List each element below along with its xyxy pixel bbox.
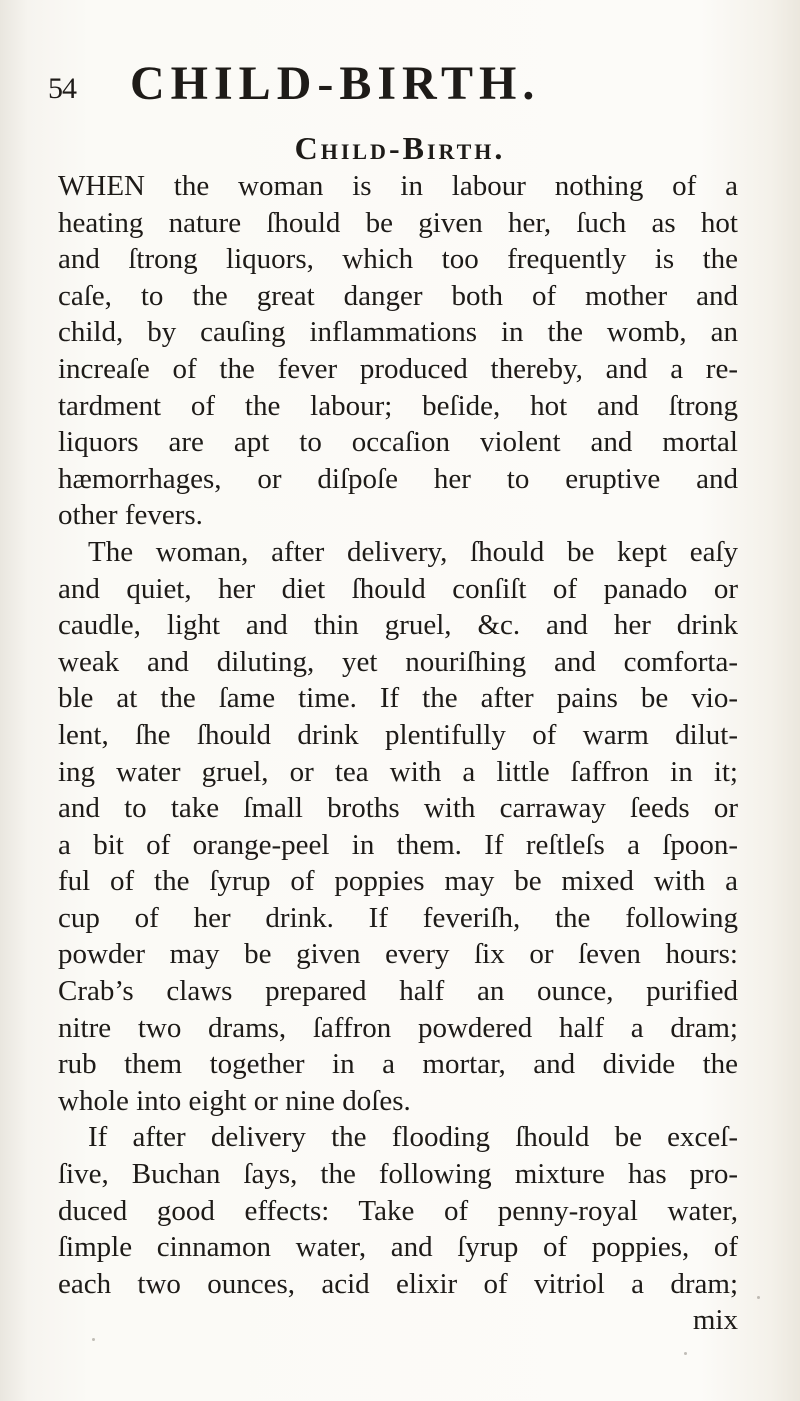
text-line: and ſtrong liquors, which too frequently is the xyxy=(58,243,738,276)
running-head xyxy=(0,52,800,112)
catchword: mix xyxy=(692,1304,738,1337)
text-line: caſe, to the great danger both of mother and xyxy=(58,279,738,312)
text-line: ſive, Buchan ſays, the following mixture has pro- xyxy=(58,1158,738,1191)
text-line: liquors are apt to occaſion violent and mortal xyxy=(58,426,738,459)
paper-speck xyxy=(757,1296,760,1299)
text-line: cup of her drink. If feveriſh, the following xyxy=(58,901,738,934)
page-number: 54 xyxy=(48,72,76,105)
text-line: duced good effects: Take of penny-royal water, xyxy=(58,1194,738,1227)
text-line: WHEN the woman is in labour nothing of a xyxy=(58,170,738,202)
text-line: whole into eight or nine doſes. xyxy=(58,1084,411,1117)
paper-speck xyxy=(684,1352,687,1355)
text-line: ing water gruel, or tea with a little ſaffron in it; xyxy=(58,755,738,788)
paper-speck xyxy=(92,1338,95,1341)
text-line: The woman, after delivery, ſhould be kept eaſy xyxy=(88,535,738,568)
text-line: each two ounces, acid elixir of vitriol a dram; xyxy=(58,1267,738,1300)
text-line: heating nature ſhould be given her, ſuch as hot xyxy=(58,206,738,239)
text-line: ſimple cinnamon water, and ſyrup of poppies, of xyxy=(58,1231,738,1264)
text-line: Crab’s claws prepared half an ounce, purified xyxy=(58,975,738,1008)
running-title: CHILD-BIRTH. xyxy=(130,57,541,110)
text-line: child, by cauſing inflammations in the womb, an xyxy=(58,316,738,349)
text-line: caudle, light and thin gruel, &c. and her drink xyxy=(58,609,738,642)
text-line: powder may be given every ſix or ſeven hours: xyxy=(58,938,738,971)
text-line: a bit of orange-peel in them. If reſtleſs a ſpoon- xyxy=(58,828,738,861)
body-text xyxy=(58,168,738,1339)
text-line: If after delivery the flooding ſhould be exceſ- xyxy=(88,1121,738,1154)
text-line: ful of the ſyrup of poppies may be mixed with a xyxy=(58,865,738,898)
text-line: ble at the ſame time. If the after pains be vio- xyxy=(58,682,738,715)
text-line: and quiet, her diet ſhould conſiſt of panado or xyxy=(58,572,738,605)
text-line: hæmorrhages, or diſpoſe her to eruptive and xyxy=(58,462,738,495)
text-line: nitre two drams, ſaffron powdered half a dram; xyxy=(58,1011,738,1044)
section-title: Child-Birth. xyxy=(294,130,506,166)
text-line: other fevers. xyxy=(58,499,203,532)
text-line: rub them together in a mortar, and divide the xyxy=(58,1048,738,1081)
text-line: tardment of the labour; beſide, hot and ſtrong xyxy=(58,389,738,422)
text-line: weak and diluting, yet nouriſhing and comforta- xyxy=(58,645,738,678)
text-line: lent, ſhe ſhould drink plentifully of warm dilut- xyxy=(58,718,738,751)
text-line: increaſe of the fever produced thereby, and a re- xyxy=(58,352,738,385)
text-line: and to take ſmall broths with carraway ſeeds or xyxy=(58,792,738,825)
